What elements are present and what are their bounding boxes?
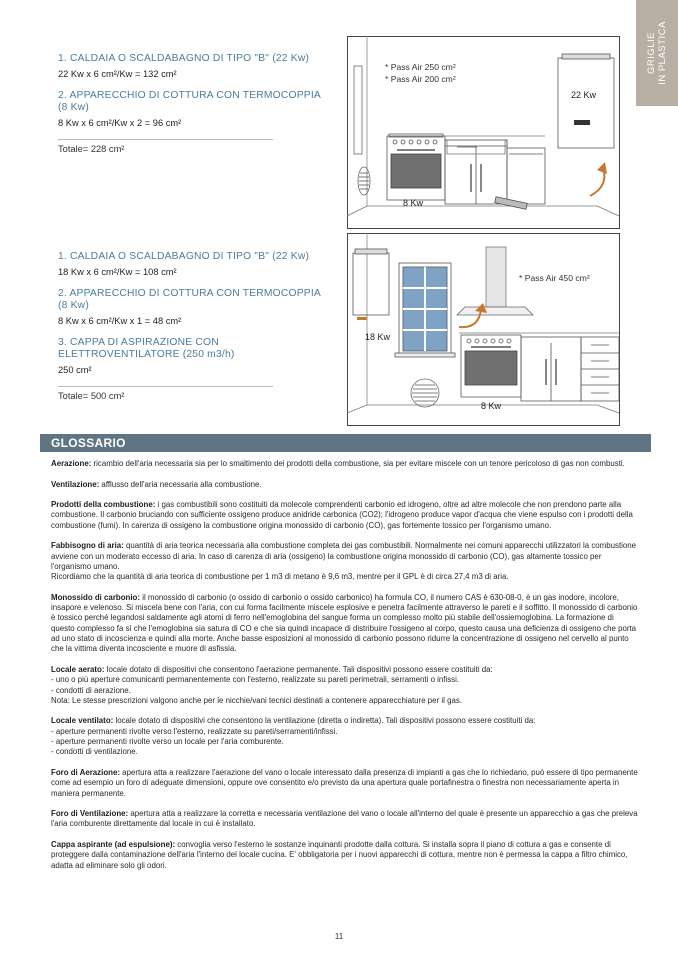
term: Monossido di carbonio: [51, 592, 140, 602]
glossary-entry [51, 716, 639, 757]
term: Ventilazione: [51, 479, 100, 489]
definition: apertura atta a realizzare l'aerazione del vano o locale interessato dalla presenza di impianti a gas che lo richiedano, può essere di tipo permanente come ad esempio un foro di adeguate dimensioni, oppure ove consentito e/o previsto da una apertura quale portafinestra o finestra non necessariamente aperta in maniera permanente. [51, 767, 638, 798]
case1-item2-formula: 8 Kw x 6 cm²/Kw x 2 = 96 cm² [58, 118, 182, 128]
case2-item3-formula: 250 cm² [58, 365, 92, 375]
diagram1-boiler-label: 22 Kw [571, 90, 597, 100]
definition: locale dotato di dispositivi che consentono l'aerazione permanente. Tali dispositivi possono essere costituiti da: [104, 664, 493, 674]
glossary-entry [51, 593, 639, 655]
case1-item1-formula: 22 Kw x 6 cm²/Kw = 132 cm² [58, 69, 177, 79]
glossary-body [51, 459, 639, 871]
glossary-entry [51, 809, 639, 830]
case1-item1-title: 1. CALDAIA O SCALDABAGNO DI TIPO "B" (22 Kw) [58, 53, 310, 64]
glossary-entry [51, 665, 639, 706]
floor-vent-grille [495, 197, 528, 210]
term: Locale aerato: [51, 664, 105, 674]
case2-total: Totale= 500 cm² [58, 391, 125, 401]
calculation-block-2 [58, 251, 330, 401]
case1-total: Totale= 228 cm² [58, 144, 125, 154]
term: Foro di Aerazione: [51, 767, 120, 777]
section-tab [636, 0, 678, 106]
case2-item2-formula: 8 Kw x 6 cm²/Kw x 1 = 48 cm² [58, 316, 182, 326]
case2-item3-title: 3. CAPPA DI ASPIRAZIONE CON [58, 337, 219, 348]
diagram2-oven-label: 8 Kw [481, 401, 502, 411]
section-tab-line2: IN PLASTICA [657, 21, 668, 85]
kitchen-diagram-2 [347, 233, 620, 426]
glossary-header [40, 434, 651, 452]
term: Aerazione: [51, 459, 92, 468]
pass-air-label-1: * Pass Air 250 cm² [385, 62, 456, 72]
case1-item2-title-cont: (8 Kw) [58, 102, 89, 113]
term: Fabbisogno di aria: [51, 541, 124, 551]
definition: quantità di aria teorica necessaria alla combustione completa dei gas combustibili. Normalmente nei comuni apparecchi utilizzatori la combustione avviene con un moderato eccesso di aria. In caso di carenza di aria (ossigeno) la combustione origina monossido di carbonio (CO), gas altamente tossico per l'organismo umano. [51, 541, 637, 571]
list-item: - condotti di ventilazione. [51, 747, 138, 757]
diagram1-oven-label: 8 Kw [403, 198, 424, 208]
glossary-title: GLOSSARIO [51, 436, 126, 450]
glossary-entry [51, 480, 639, 490]
definition: ricambio dell'aria necessaria sia per lo smaltimento dei prodotti della combustione, sia per evitare miscele con un tenore pericoloso di gas non combusti. [91, 459, 625, 468]
pass-air-label-2: * Pass Air 200 cm² [385, 74, 456, 84]
diagram2-boiler-label: 18 Kw [365, 332, 391, 342]
list-item: - aperture permanenti rivolte verso un locale per l'aria comburente. [51, 737, 284, 747]
glossary-entry [51, 459, 639, 469]
case2-item1-formula: 18 Kw x 6 cm²/Kw = 108 cm² [58, 267, 177, 277]
pass-air-label: * Pass Air 450 cm² [519, 273, 590, 283]
cabinets [445, 140, 545, 204]
case2-item3-title-cont: ELETTROVENTILATORE (250 m3/h) [58, 349, 235, 360]
vent-grille-left [358, 167, 370, 195]
definition: i gas combustibili sono costituiti da molecole comprendenti carbonio ed idrogeno, oltre ad altre molecole che non prendono parte alla combustione. Il carbonio bruciando con sufficiente ossigeno produce anidride carbonica (CO2); l'idrogeno produce vapor d'acqua che viene espulso con i prodotti della combustione (fumi). In carenza di ossigeno la combustione origina monossido di carbonio (CO), gas fortemente tossico per l'organismo umano. [51, 500, 633, 530]
oven-icon [461, 335, 521, 397]
definition: il monossido di carbonio (o ossido di carbonio o ossido carbonico) ha formula CO, il numero CAS è 630-08-0, è un gas inodore, incolore, insapore e velenoso. Si miscela bene con l'aria, con cui forma facilmente miscele esplosive e penetra facilmente attraverso le pareti e il soffitto. Il monossido di carbonio è tossico perché legandosi saldamente agli atomi di ferro nell'emoglobina del sangue forma un complesso molto più stabile dell'ossiemoglobina. La formazione di questo complesso fa sì che l'emoglobina sia satura di CO e che sia quindi incapace di distribuire l'ossigeno al corpo, questo causa una deficienza di ossigeno che porta ad uno stato di incoscienza e quindi alla morte. Anche basse esposizioni al monossido di carbonio possono ridurre la concentrazione di ossigeno nel cervello al punto che la vittima diventa incosciente e muore di asfissia. [51, 592, 638, 654]
list-item: - aperture permanenti rivolte verso l'esterno, realizzate su pareti/serramenti/infissi. [51, 726, 338, 736]
glossary-entry [51, 541, 639, 582]
case1-item2-title: 2. APPARECCHIO DI COTTURA CON TERMOCOPPIA [58, 90, 321, 101]
definition: afflusso dell'aria necessaria alla combustione. [99, 479, 262, 489]
cabinets [521, 337, 619, 401]
definition: locale dotato di dispositivi che consentono la ventilazione (diretta o indiretta). Tali dispositivi possono essere costituiti da: [113, 716, 536, 726]
list-item: - uno o più aperture comunicanti permanentemente con l'esterno, realizzate su pareti perimetrali, serramenti o infissi. [51, 675, 460, 685]
divider [58, 139, 273, 140]
term: Cappa aspirante (ad espulsione): [51, 839, 176, 849]
kitchen-diagram-1 [347, 36, 620, 229]
calculation-block-1 [58, 53, 330, 154]
oven-icon [387, 134, 445, 200]
glossary-entry [51, 840, 639, 871]
definition: apertura atta a realizzare la corretta e necessaria ventilazione del vano o locale all'interno del quale è presente un apparecchio a gas che preleva l'aria comburente direttamente dal locale in cui è installato. [51, 809, 638, 829]
page-number: 11 [334, 932, 344, 941]
window-icon [395, 263, 455, 357]
term: Prodotti della combustione: [51, 500, 156, 510]
divider [58, 386, 273, 387]
term: Locale ventilato: [51, 716, 114, 726]
boiler-icon [558, 54, 614, 148]
note: Nota: Le stesse prescrizioni valgono anche per le nicchie/vani tecnici destinati a contenere apparecchiature per il gas. [51, 695, 462, 705]
case2-item2-title-cont: (8 Kw) [58, 300, 89, 311]
definition: convoglia verso l'esterno le sostanze inquinanti prodotte dalla cottura. Si installa sopra il piano di cottura a gas e consente di proteggere dalla contaminazione dell'aria l'interno del locale cucina. E' obbligatoria per i nuovi apparecchi di cottura, mentre non è permessa la cappa a filtro chimico, adatta ad eliminare solo gli odori. [51, 839, 628, 870]
term: Foro di Ventilazione: [51, 809, 129, 819]
glossary-entry [51, 500, 639, 531]
boiler-icon [353, 249, 389, 320]
note: Ricordiamo che la quantità di aria teorica di combustione per 1 m3 di metano è 9,6 m3, mentre per il GPL è di circa 27,4 m3 di aria. [51, 572, 509, 582]
case2-item1-title: 1. CALDAIA O SCALDABAGNO DI TIPO "B" (22 Kw) [58, 251, 310, 262]
glossary-entry [51, 768, 639, 799]
section-tab-line1: GRIGLIE [646, 31, 657, 75]
list-item: - condotti di aerazione. [51, 685, 131, 695]
case2-item2-title: 2. APPARECCHIO DI COTTURA CON TERMOCOPPIA [58, 288, 321, 299]
vent-grille [411, 379, 439, 407]
